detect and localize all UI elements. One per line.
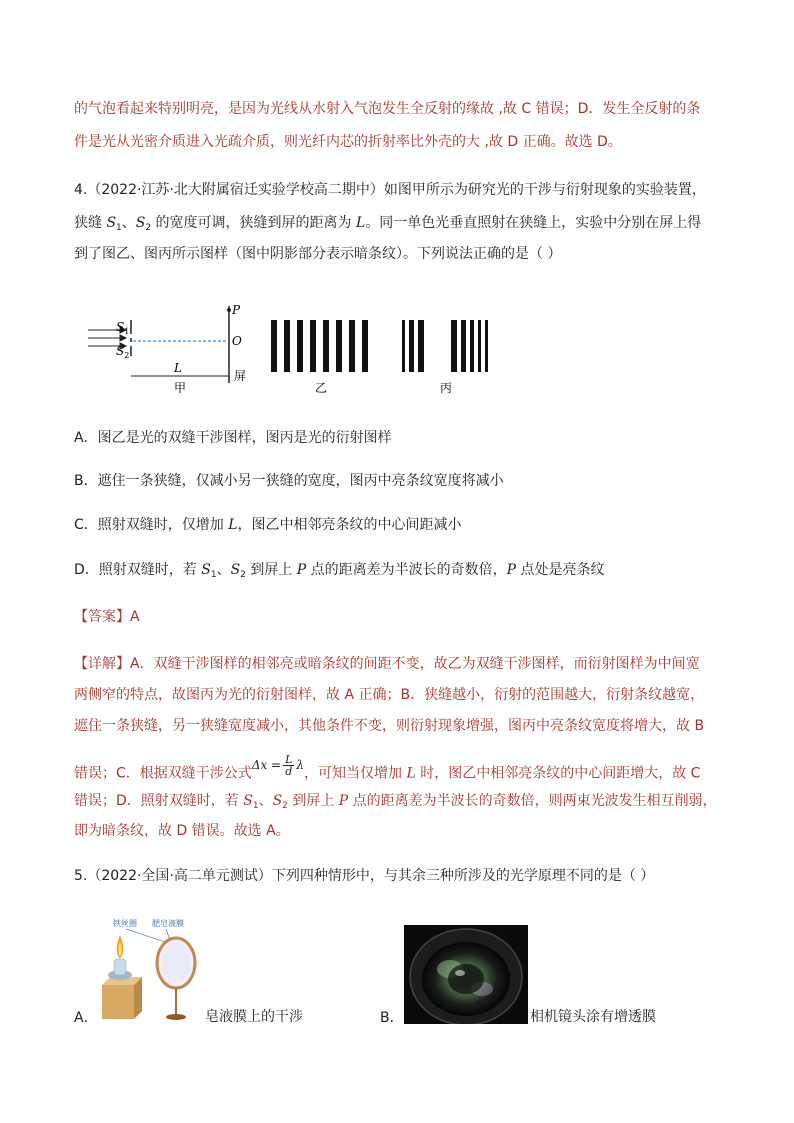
formula: Δx = $\frac{L}{d}$ λ: [251, 753, 305, 778]
label-p: P: [232, 303, 241, 317]
caption-bing: 丙: [440, 381, 453, 395]
q4-explanation-line-6: 即为暗条纹，故 D 错误。故选 A。: [74, 823, 290, 839]
q4-stem-line-3: 到了图乙、图丙所示图样（图中阴影部分表示暗条纹）。下列说法正确的是（ ）: [74, 246, 562, 262]
pattern-bing: [402, 320, 488, 372]
slit-s1-label: $S_1$: [116, 320, 130, 336]
q4-option-d: D．照射双缝时，若 $S_1$、$S_2$ 到屏上 P 点的距离差为半波长的奇数倍，P 点处是亮条纹: [74, 562, 605, 580]
q5-option-a-label: A．: [74, 1010, 98, 1026]
q4-option-b: B．遮住一条狭缝，仅减小另一狭缝的宽度，图丙中亮条纹宽度将减小: [74, 473, 504, 489]
svg-text:铁丝圈: 铁丝圈: [113, 919, 137, 928]
q4-stem-line-2: 狭缝 $S_1$、$S_2$ 的宽度可调，狭缝到屏的距离为 L。同一单色光垂直照射在狭缝上，实验中分别在屏上得: [74, 215, 702, 233]
camera-lens-image: [404, 925, 528, 1024]
q5-stem: 5.（2022·全国·高二单元测试）下列四种情形中，与其余三种所涉及的光学原理不同的是（ ）: [74, 868, 655, 884]
q4-explanation-line-4: 错误；C．根据双缝干涉公式Δx = $\frac{L}{d}$ λ，可知当仅增加 L 时，图乙中相邻亮条纹的中心间距增大，故 C: [74, 753, 701, 782]
pattern-yi: [271, 320, 368, 372]
q4-stem-line-1: 4.（2022·江苏·北大附属宿迁实验学校高二期中）如图甲所示为研究光的干涉与衍射现象的实验装置，: [74, 182, 706, 198]
intro-line-2: 件是光从光密介质进入光疏介质，则光纤内芯的折射率比外壳的大 ,故 D 正确。故选 D。: [74, 134, 622, 150]
q4-explanation-line-3: 遮住一条狭缝，另一狭缝宽度减小，其他条件不变，则衍射现象增强，图丙中亮条纹宽度将增大，故 B: [74, 718, 705, 734]
q4-explanation-line-1: 【详解】A．双缝干涉图样的相邻亮或暗条纹的间距不变，故乙为双缝干涉图样，而衍射图样为中间宽: [74, 656, 700, 672]
q4-option-c: C．照射双缝时，仅增加 L，图乙中相邻亮条纹的中心间距减小: [74, 517, 462, 533]
q4-figure: [84, 298, 514, 398]
q4-answer: 【答案】A: [74, 609, 140, 625]
label-o: O: [232, 334, 242, 348]
slit-s2-label: $S_2$: [116, 344, 130, 360]
label-screen: 屏: [234, 369, 247, 383]
q5-option-b-label: B．: [380, 1010, 404, 1026]
caption-jia: 甲: [174, 381, 187, 395]
q5-option-a-text: 皂液膜上的干涉: [205, 1009, 303, 1025]
intro-line-1: 的气泡看起来特别明亮，是因为光线从水射入气泡发生全反射的缘故 ,故 C 错误；D．发生全反射的条: [74, 101, 701, 117]
svg-text:肥皂液膜: 肥皂液膜: [152, 919, 184, 928]
caption-yi: 乙: [315, 381, 328, 395]
q5-option-b-text: 相机镜头涂有增透膜: [530, 1009, 656, 1025]
q4-explanation-line-5: 错误；D．照射双缝时，若 $S_1$、$S_2$ 到屏上 P 点的距离差为半波长的奇数倍，则两束光波发生相互削弱，: [74, 793, 717, 811]
label-l: L: [174, 361, 182, 375]
q4-option-a: A．图乙是光的双缝干涉图样，图丙是光的衍射图样: [74, 430, 392, 446]
soap-film-image: [96, 913, 208, 1025]
q4-explanation-line-2: 两侧窄的特点，故图丙为光的衍射图样，故 A 正确；B．狭缝越小，衍射的范围越大，衍射条纹越宽，: [74, 687, 705, 703]
point-p: [227, 308, 231, 312]
